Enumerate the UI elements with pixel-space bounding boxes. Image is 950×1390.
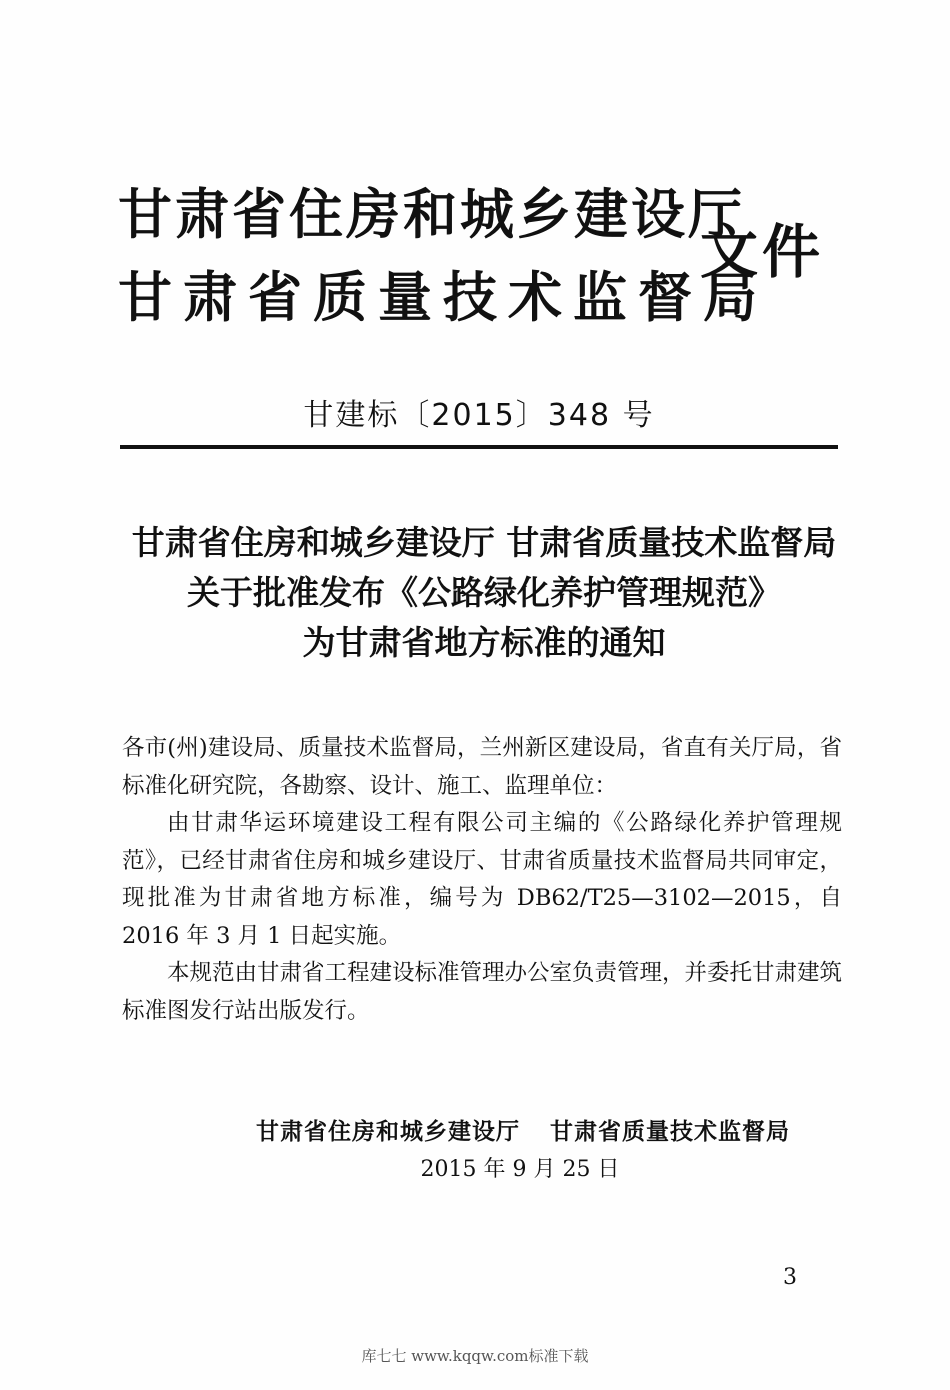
document-number: 甘建标〔2015〕348 号 bbox=[303, 398, 655, 433]
header-divider bbox=[120, 445, 838, 449]
issuer-line-1: 甘肃省住房和城乡建设厅 bbox=[118, 183, 745, 246]
page-number: 3 bbox=[783, 1265, 797, 1290]
notice-title-line-1: 甘肃省住房和城乡建设厅 甘肃省质量技术监督局 bbox=[131, 523, 837, 562]
notice-title bbox=[0, 518, 950, 668]
signature-org-1: 甘肃省住房和城乡建设厅 bbox=[256, 1119, 520, 1145]
notice-title-line-3: 为甘肃省地方标准的通知 bbox=[302, 623, 666, 662]
issuer-line-2: 甘肃省质量技术监督局 bbox=[118, 266, 768, 329]
body-paragraph-1: 由甘肃华运环境建设工程有限公司主编的《公路绿化养护管理规范》，已经甘肃省住房和城乡建设厅、甘肃省质量技术监督局共同审定，现批准为甘肃省地方标准，编号为 DB62/T25—3102—2015，自 2016 年 3 月 1 日起实施。 bbox=[122, 810, 842, 949]
document-type-label: 文件 bbox=[700, 218, 825, 286]
notice-body bbox=[122, 730, 842, 1030]
footer-watermark: 库七七 www.kqqw.com标准下载 bbox=[361, 1347, 589, 1365]
signature-date: 2015 年 9 月 25 日 bbox=[420, 1157, 620, 1182]
signature-org-2: 甘肃省质量技术监督局 bbox=[550, 1119, 790, 1145]
signature-organizations bbox=[256, 1113, 790, 1146]
notice-title-line-2: 关于批准发布《公路绿化养护管理规范》 bbox=[187, 573, 781, 612]
addressees: 各市(州)建设局、质量技术监督局，兰州新区建设局，省直有关厅局，省标准化研究院，各勘察、设计、施工、监理单位： bbox=[122, 735, 842, 799]
body-paragraph-2: 本规范由甘肃省工程建设标准管理办公室负责管理，并委托甘肃建筑标准图发行站出版发行。 bbox=[122, 960, 843, 1024]
